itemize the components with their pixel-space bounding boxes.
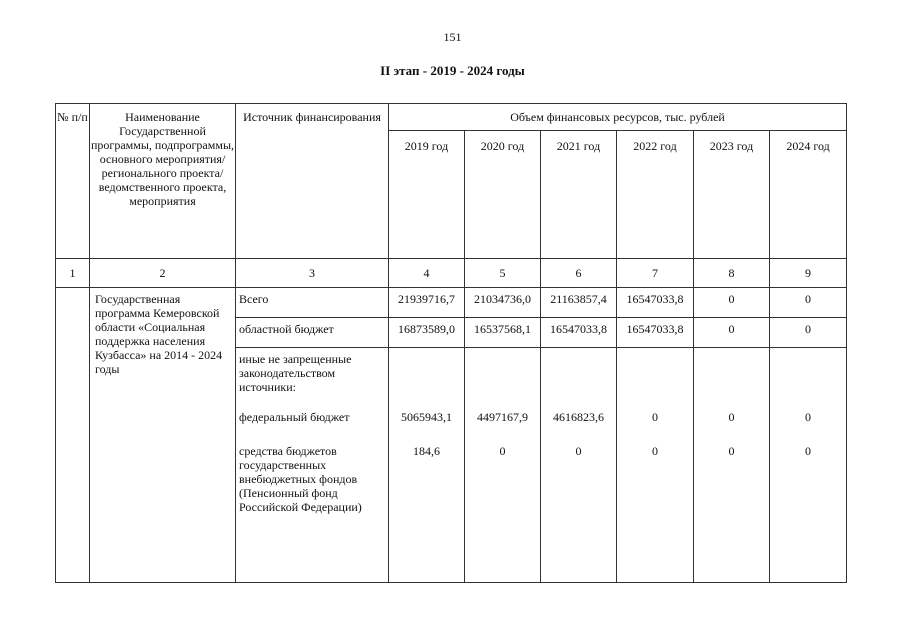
- value-cell: 21939716,7: [389, 288, 465, 318]
- value-cell: 16547033,8: [541, 318, 617, 348]
- financing-table: [55, 103, 847, 583]
- column-number: 4: [389, 259, 465, 288]
- value-cell: [617, 348, 694, 583]
- column-number: 1: [56, 259, 90, 288]
- column-number: 3: [236, 259, 389, 288]
- federal-value: 0: [652, 410, 658, 424]
- funds-value: 184,6: [413, 444, 440, 458]
- federal-value: 0: [728, 410, 735, 424]
- funds-value: 0: [652, 444, 658, 458]
- value-cell: 16537568,1: [465, 318, 541, 348]
- column-number: 6: [541, 259, 617, 288]
- funds-value: 0: [575, 444, 582, 458]
- program-name: Государственная программа Кемеровской области «Социальная поддержка населения Кузбасса» на 2014 - 2024 годы: [90, 288, 236, 583]
- federal-value: 4497167,9: [477, 410, 528, 424]
- table-row: [56, 288, 847, 318]
- header-source: Источник финансирования: [236, 104, 389, 259]
- header-year: 2024 год: [770, 131, 847, 259]
- header-name: Наименование Государственной программы, подпрограммы, основного мероприятия/ регионального проекта/ ведомственного проекта, мероприятия: [90, 104, 236, 259]
- value-cell: [465, 348, 541, 583]
- federal-value: 0: [805, 410, 812, 424]
- federal-value: 4616823,6: [553, 410, 604, 424]
- value-cell: [694, 348, 770, 583]
- page-number: 151: [443, 30, 462, 44]
- value-cell: 0: [770, 288, 847, 318]
- funds-value: 0: [805, 444, 812, 458]
- header-year: 2020 год: [465, 131, 541, 259]
- source-funds: средства бюджетов государственных внебюджетных фондов (Пенсионный фонд Российской Федерации): [239, 444, 362, 514]
- column-number: 9: [770, 259, 847, 288]
- page-title: II этап - 2019 - 2024 годы: [380, 63, 525, 78]
- source-federal: федеральный бюджет: [239, 410, 350, 424]
- header-year: 2022 год: [617, 131, 694, 259]
- program-num: [56, 288, 90, 583]
- value-cell: 21163857,4: [541, 288, 617, 318]
- federal-value: 5065943,1: [401, 410, 452, 424]
- column-number: 2: [90, 259, 236, 288]
- header-year: 2021 год: [541, 131, 617, 259]
- value-cell: 16873589,0: [389, 318, 465, 348]
- value-cell: [389, 348, 465, 583]
- value-cell: 0: [770, 318, 847, 348]
- column-number: 7: [617, 259, 694, 288]
- column-number: 8: [694, 259, 770, 288]
- other-sources-label: иные не запрещенные законодательством источники:: [239, 352, 352, 394]
- value-cell: 21034736,0: [465, 288, 541, 318]
- header-year: 2019 год: [389, 131, 465, 259]
- source-total: Всего: [236, 288, 389, 318]
- header-year: 2023 год: [694, 131, 770, 259]
- column-number-row: [56, 259, 847, 288]
- funds-value: 0: [728, 444, 735, 458]
- funds-value: 0: [499, 444, 506, 458]
- value-cell: 16547033,8: [617, 318, 694, 348]
- value-cell: 16547033,8: [617, 288, 694, 318]
- value-cell: 0: [694, 288, 770, 318]
- column-number: 5: [465, 259, 541, 288]
- source-other: [236, 348, 389, 583]
- value-cell: 0: [694, 318, 770, 348]
- value-cell: [770, 348, 847, 583]
- source-regional: областной бюджет: [236, 318, 389, 348]
- header-num: № п/п: [56, 104, 90, 259]
- header-volume: Объем финансовых ресурсов, тыс. рублей: [389, 104, 847, 131]
- value-cell: [541, 348, 617, 583]
